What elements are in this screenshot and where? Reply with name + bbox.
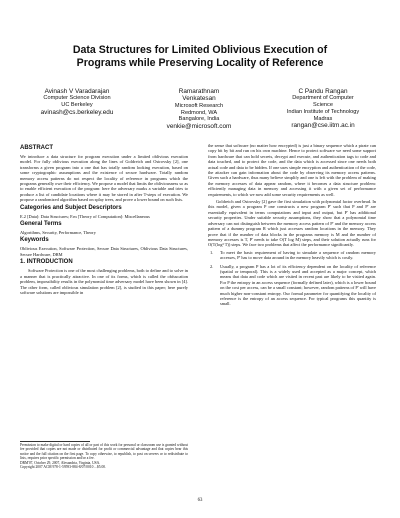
paper-title — [20, 44, 380, 70]
author-name: Ramarathnam — [178, 88, 220, 95]
title-line-1: Data Structures for Limited Oblivious Execution of — [72, 44, 328, 56]
author-org: UC Berkeley — [61, 102, 93, 109]
author-name: C Pandu Rangan — [298, 88, 348, 95]
terms-text: Algorithms, Security, Performance, Theory — [20, 230, 96, 236]
copyright-footnote — [20, 443, 188, 469]
author-email: rangan@cse.iitm.ac.in — [291, 122, 355, 130]
abstract-text: We introduce a data structure for program execution under a limited oblivious execution model. For fully oblivious execution along the lines of Goldreich and Ostrovsky [2], one transforms a given program into a one that has totally random looking execution, based on some cryptographic assumptions and the existence of secure hardware. Totally random memory access patterns do not respect the locality of reference in programs which the programs generally owe their efficiency. We propose a model that limits the obliviousness so as to enable efficient execution of the program: here the adversary marks a variable and tries to produce a list of candidate locations where it may be stored in after T-steps of execution. We propose a randomized algorithm based on splay trees, and prove a lower bound on such lists. — [20, 154, 188, 203]
author-dept: Department of Computer — [292, 95, 354, 102]
footnote-venue: DRM'07, October 29, 2007, Alexandria, Virginia, USA. — [20, 460, 101, 465]
keywords-text: Oblivious Execution, Software Protection, Secure Data Structures, Oblivious Data Structures, Secure Hardware, DRM — [20, 246, 188, 257]
right-column — [208, 143, 376, 310]
list-item-text: Usually, a program P has a lot of its efficiency dependent on the locality of reference (spatial or temporal). This is a widely used and accepted as a major concept, which means that data and code which are visited in recent past are likely to be visited again. For P the entropy in an access sequence (formally defined later), which is a lower bound on the cost per access, can be a small constant; however, random patterns of P' will have much higher non-constant entropy. Our formal parameter for quantifying the locality of reference is the entropy of an access sequence. For typical programs this quantity is small. — [220, 263, 376, 307]
author-org: Redmond, WA — [180, 109, 218, 116]
author-email: venkie@microsoft.com — [166, 122, 232, 130]
keywords-heading: Keywords — [20, 237, 49, 244]
author-dept: Microsoft Research — [174, 102, 224, 109]
list-item: 1. To meet the basic requirement of having to simulate a sequence of random memory accesses, P' has to move data around in the memory heavily which is costly. — [210, 249, 376, 261]
author-email: avinash@cs.berkeley.edu — [40, 108, 114, 116]
introduction-heading: 1. INTRODUCTION — [20, 259, 73, 266]
list-item: 2. Usually, a program P has a lot of its efficiency dependent on the locality of reference (spatial or temporal). This is a widely used and accepted as a major concept, which means that data and code which are visited in recent past are likely to be visited again. For P the entropy in an access sequence (formally defined later), which is a lower bound on the cost per access, can be a small constant; however, random patterns of P' will have much higher non-constant entropy. Our formal parameter for quantifying the locality of reference is the entropy of an access sequence. For typical programs this quantity is small. — [210, 263, 376, 307]
author-2 — [140, 88, 258, 130]
footnote-copyright: Copyright 2007 ACM 978-1-59593-884-8/07/0010 ...$5.00. — [20, 465, 106, 470]
footnote-permission: Permission to make digital or hard copies of all or part of this work for personal or classroom use is granted without fee provided that copies are not made or distributed for profit or commercial advantage and that copies bear this notice and the full citation on the first page. To copy otherwise, to republish, to post on servers or to redistribute to lists, requires prior specific permission and/or a fee. — [20, 443, 188, 461]
author-loc: Bangalore, India — [178, 116, 220, 123]
title-line-2: Programs while Preserving Locality of Reference — [76, 57, 324, 69]
author-dept: Computer Science Division — [43, 95, 111, 102]
problem-list — [208, 250, 376, 307]
footnote-rule — [20, 441, 90, 442]
right-paragraph-2: Goldreich and Ostrovsky [2] gave the first simulation with polynomial factor overhead. In this model, given a program P one constructs a new program P' such that P and P' are essentially equivalent in terms computations and input and output, but P' has additional security properties. Under suitable security assumptions, they show that a polynomial time adversary can not distinguish between the memory access pattern of P' and the memory access pattern of a dummy program R which just accesses random locations in the memory. They prove that if the number of data blocks in the programs memory is M and the number of memory accesses is T, P' needs to take O(T log M) steps, and their solution actually runs for O(T(log³ T)) steps. We face two problems that affect the performance significantly. — [208, 199, 376, 248]
abstract-heading: ABSTRACT — [20, 145, 53, 151]
page-number: 63 — [197, 498, 203, 503]
author-org: Indian Institute of Technology — [286, 108, 360, 115]
author-loc: Madras — [313, 115, 333, 122]
author-dept-2: Science — [313, 102, 333, 109]
terms-heading: General Terms — [20, 221, 62, 228]
author-3 — [264, 88, 382, 130]
right-paragraph-1: the sense that software (no matter how encrypted) is just a binary sequence which a pirate can copy bit by bit and run on his own machine. Hence to protect software we need some support from hardware that can hold secrets, decrypt and execute, and authentication tags to code and data touched, and to protect the code, and the data which is accessed since one needs both actual code and data to be hidden. If one uses simple encryption and authentication of the code, the attacker can gain information about the code by observing its memory access patterns. Given such a hardware, thus many believe simplify and one is left with the problem of making the memory accesses of data appear random, where it becomes a data structure problem: efficiently managing data in memory and accessing it with a given set of performance requirements, to which we now add some security requirements as well. — [208, 143, 376, 197]
left-column — [20, 143, 188, 297]
author-name-2: Venkatesan — [182, 95, 216, 103]
categories-text: E.2 [Data]: Data Structures; F.m [Theory of Computation]: Miscellaneous — [20, 213, 150, 219]
categories-heading: Categories and Subject Descriptors — [20, 204, 122, 211]
list-item-text: To meet the basic requirement of having to simulate a sequence of random memory accesses, P' has to move data around in the memory heavily which is costly. — [220, 249, 376, 261]
author-name: Avinash V Varadarajan — [44, 88, 110, 95]
introduction-text: Software Protection is one of the most challenging problems, both to define and to solve in a manner that is practically attractive. In one of its forms, which is called the obfuscation problem, impossibility results in the polynomial time adversary model have been shown in [4]. The other form, called oblivious simulation problem [2], is studied in this paper; here purely software solutions are impossible in — [20, 268, 188, 295]
author-1 — [18, 88, 136, 116]
